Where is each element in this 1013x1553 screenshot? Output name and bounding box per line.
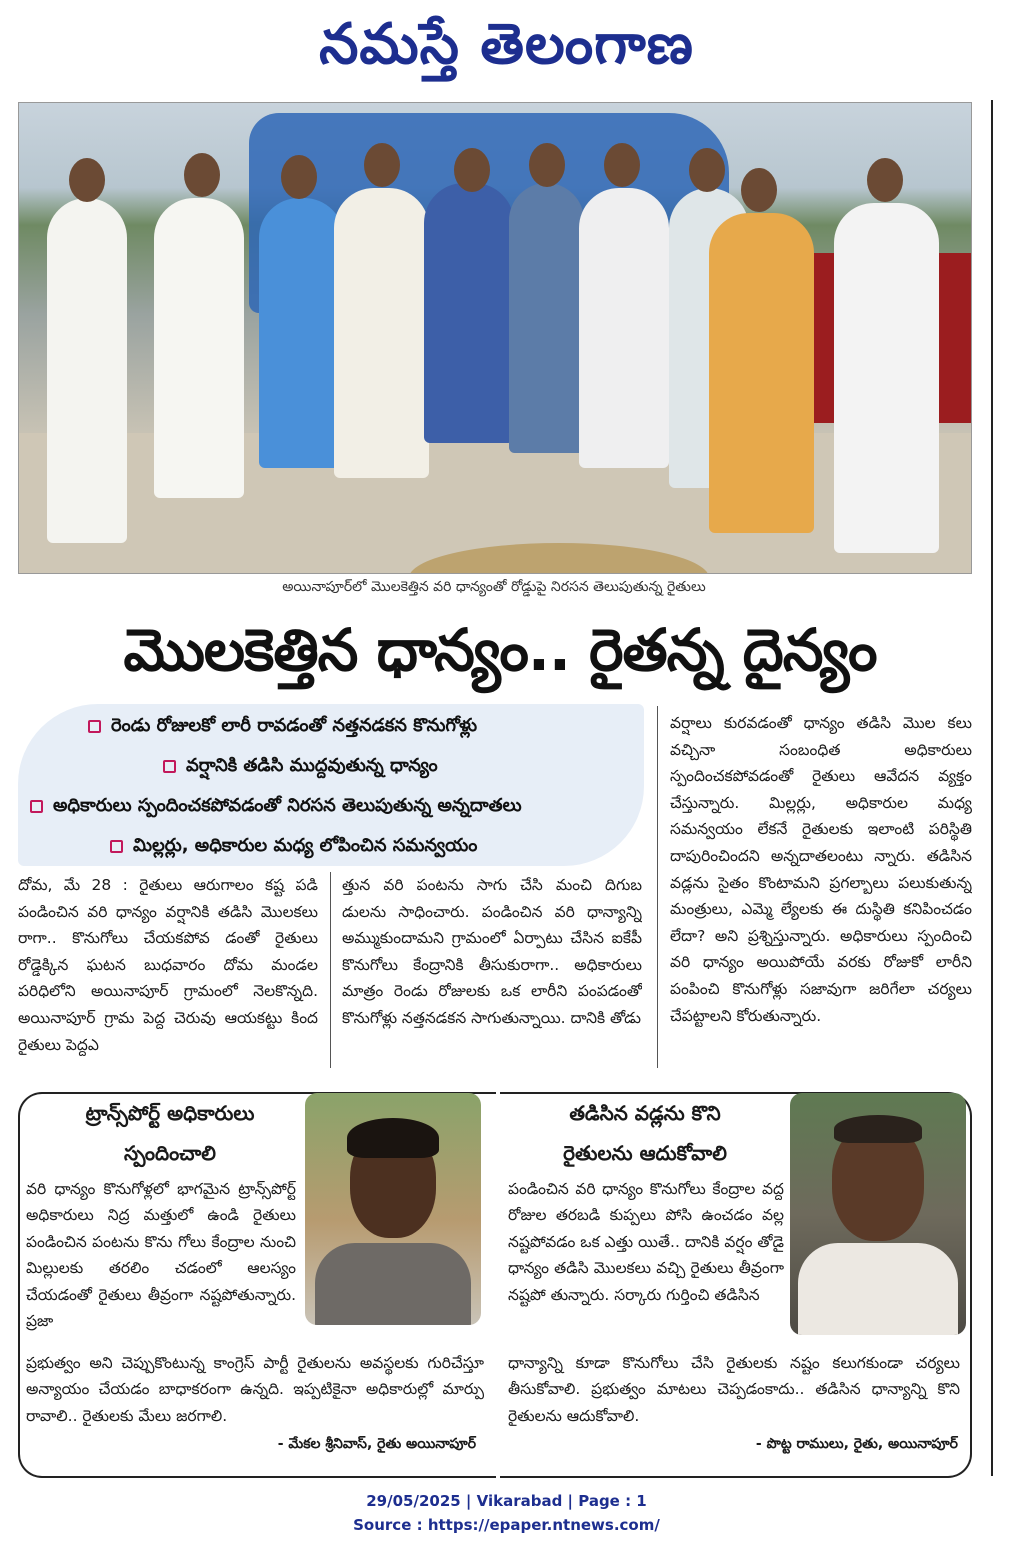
portrait-hair xyxy=(834,1115,922,1143)
person-head xyxy=(867,158,903,202)
quote-title-line: రైతులను ఆదుకోవాలి xyxy=(563,1141,727,1165)
quote-text: వరి ధాన్యం కొనుగోళ్లలో భాగమైన ట్రాన్స్‌పోర్ట్ అధికారులు నిద్ర మత్తులో ఉండి రైతులు పండించిన పంటను కొను గోలు కేంద్రాల నుంచి మిల్లులకు తరలిం చడంలో ఆలస్యం చేయడంతో రైతులు తీవ్రంగా నష్టపోతున్నారు. ప్రజా xyxy=(26,1180,296,1331)
article-text: త్తున వరి పంటను సాగు చేసి మంచి దిగుబ డులను సాధించారు. పండించిన వరి ధాన్యాన్ని అమ్ముకుందామని గ్రామంలో ఏర్పాటు చేసిన ఐకేపీ కొనుగోలు కేంద్రానికి తీసుకురాగా.. అధికారులు మాత్రం రెండు రోజులకు ఒక లారీని పంపడంతో కొనుగోళ్లు నత్తనడకన సాగుతున్నాయి. దానికి తోడు xyxy=(342,876,642,1027)
person-head xyxy=(69,158,105,202)
highlights-box xyxy=(18,704,644,866)
person-figure xyxy=(834,203,939,553)
bullet-icon xyxy=(163,760,176,773)
main-photo xyxy=(18,102,972,574)
highlight-text: వర్షానికి తడిసి ముద్దవుతున్న ధాన్యం xyxy=(186,755,438,776)
highlight-item xyxy=(30,792,522,820)
person-figure xyxy=(47,198,127,543)
person-head xyxy=(604,143,640,187)
quote-text: ధాన్యాన్ని కూడా కొనుగోలు చేసి రైతులకు నష్టం కలుగకుండా చర్యలు తీసుకోవాలి. ప్రభుత్వం మాటలు చెప్పడంకాదు.. తడిసిన ధాన్యాన్ని కొని రైతులను ఆదుకోవాలి. xyxy=(508,1354,960,1425)
person-head xyxy=(364,143,400,187)
portrait-photo-2 xyxy=(790,1093,966,1335)
person-head xyxy=(184,153,220,197)
portrait-shirt xyxy=(315,1243,471,1325)
person-head xyxy=(281,155,317,199)
person-head xyxy=(689,148,725,192)
quote-box-1-signature: - మేకల శ్రీనివాస్, రైతు అయినాపూర్ xyxy=(277,1436,476,1452)
article-text: వర్షాలు కురవడంతో ధాన్యం తడిసి మొల కలు వచ్చినా సంబంధిత అధికారులు స్పందించకపోవడంతో రైతులు ఆవేదన వ్యక్తం చేస్తున్నారు. మిల్లర్లు, అధికారుల మధ్య సమన్వయం లేకనే రైతులకు ఇలాంటి పరిస్థితి దాపురించిందని అన్నదాతలంటు న్నారు. తడిసిన వడ్లను సైతం కొంటామని ప్రగల్బాలు పలుకుతున్న మంత్రులు, ఎమ్మె ల్యేలకు ఈ దుస్థితి కనిపించడం లేదా? అని ప్రశ్నిస్తున్నారు. అధికారులు స్పందించి వరి ధాన్యం అయిపోయే వరకు రోజుకో లారీని పంపించి కొనుగోళ్లు సజావుగా జరిగేలా చర్యలు చేపట్టాలని కోరుతున్నారు. xyxy=(670,714,972,1025)
bullet-icon xyxy=(110,840,123,853)
person-figure xyxy=(509,183,584,453)
highlight-text: అధికారులు స్పందించకపోవడంతో నిరసన తెలుపుతున్న అన్నదాతలు xyxy=(53,795,522,816)
column-divider xyxy=(657,706,658,1068)
column-divider xyxy=(330,872,331,1068)
footer-date-edition: 29/05/2025 | Vikarabad | Page : 1 xyxy=(366,1492,647,1510)
person-head xyxy=(454,148,490,192)
highlight-item xyxy=(88,712,477,740)
person-head xyxy=(529,143,565,187)
quote-box-1-title xyxy=(40,1098,300,1168)
bullet-icon xyxy=(88,720,101,733)
quote-box-1-text xyxy=(26,1176,296,1334)
masthead-logo: నమస్తే తెలంగాణ xyxy=(319,11,694,77)
quote-text: పండించిన వరి ధాన్యం కొనుగోలు కేంద్రాల వద్ద రోజుల తరబడి కుప్పలు పోసి ఉంచడం వల్ల నష్టపోవడం ఒక ఎత్తు యితే.. దానికి వర్షం తోడై ధాన్యం తడిసి మొలకలు వచ్చి రైతులు తీవ్రంగా నష్టపో తున్నారు. సర్కారు గుర్తించి తడిసిన xyxy=(508,1180,784,1304)
highlight-text: మిల్లర్లు, అధికారుల మధ్య లోపించిన సమన్వయం xyxy=(133,835,478,856)
quote-text: ప్రభుత్వం అని చెప్పుకొంటున్న కాంగ్రెస్ పార్టీ రైతులను అవస్థలకు గురిచేస్తూ అన్యాయం చేయడం బాధాకరంగా ఉన్నది. ఇప్పటికైనా అధికారుల్లో మార్పు రావాలి.. రైతులకు మేలు జరగాలి. xyxy=(26,1354,484,1425)
article-text: దోమ, మే 28 : రైతులు ఆరుగాలం కష్ట పడి పండించిన వరి ధాన్యం వర్షానికి తడిసి మొలకలు రాగా.. కొనుగోలు చేయకపోవ డంతో రైతులు రోడ్డెక్కిన ఘటన బుధవారం దోమ మండల పరిధిలోని అయినాపూర్ గ్రామంలో నెలకొన్నది. అయినాపూర్ గ్రామ పెద్ద చెరువు ఆయకట్టు కింద రైతులు పెద్దఎ xyxy=(18,876,318,1054)
person-figure xyxy=(154,198,244,498)
article-column-3 xyxy=(670,710,972,1070)
article-column-1 xyxy=(18,872,318,1068)
person-figure xyxy=(334,188,429,478)
photo-caption: అయినాపూర్‌లో మొలకెత్తిన వరి ధాన్యంతో రోడ్డుపై నిరసన తెలుపుతున్న రైతులు xyxy=(282,579,706,595)
quote-title-line: ట్రాన్స్‌పోర్ట్ అధికారులు xyxy=(85,1101,255,1125)
portrait-photo-1 xyxy=(305,1093,481,1325)
bullet-icon xyxy=(30,800,43,813)
highlight-text: రెండు రోజులకో లారీ రావడంతో నత్తనడకన కొనుగోళ్లు xyxy=(111,715,478,736)
highlight-item xyxy=(163,752,438,780)
person-figure xyxy=(709,213,814,533)
portrait-shirt xyxy=(798,1243,958,1335)
portrait-hair xyxy=(347,1118,439,1158)
person-head xyxy=(741,168,777,212)
quote-box-2-text-full xyxy=(508,1350,960,1430)
quote-title-line: స్పందించాలి xyxy=(124,1141,216,1165)
footer-source: Source : https://epaper.ntnews.com/ xyxy=(353,1516,660,1534)
person-figure xyxy=(259,198,344,468)
quote-box-2-signature: - పొట్ట రాములు, రైతు, అయినాపూర్ xyxy=(755,1436,958,1452)
article-column-2 xyxy=(342,872,642,1068)
quote-box-1-text-full xyxy=(26,1350,484,1430)
person-figure xyxy=(424,183,514,443)
person-figure xyxy=(579,188,669,468)
highlight-item xyxy=(110,832,477,860)
right-divider xyxy=(991,100,993,1476)
quote-box-2-title xyxy=(510,1098,780,1168)
quote-box-2-text xyxy=(508,1176,784,1334)
quote-title-line: తడిసిన వడ్లను కొని xyxy=(569,1101,721,1125)
headline: మొలకెత్తిన ధాన్యం.. రైతన్న దైన్యం xyxy=(123,616,877,684)
